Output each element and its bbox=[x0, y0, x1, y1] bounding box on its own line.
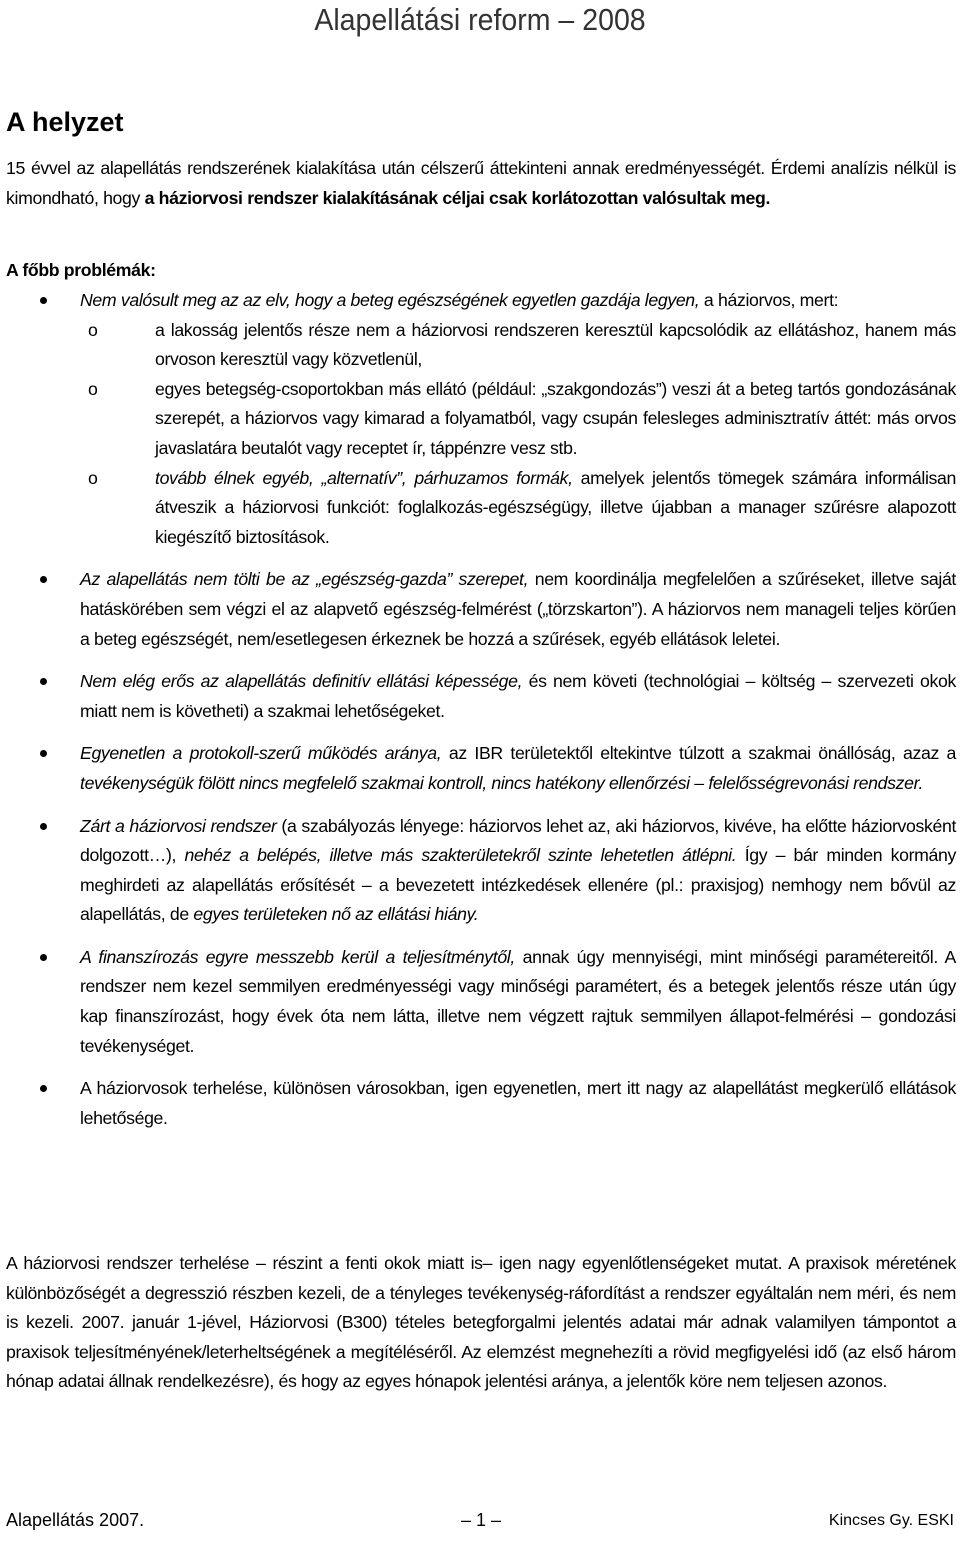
bullet-2-text: nem koordinálja megfelelően a szűréseket, illetve saját hatáskörében sem végzi el az alapvető egészség-felmérést („törzskarton”). A háziorvos nem manageli teljes körűen a beteg egészségét, nem/esetlegesen érkeznek be hozzá a szűrések, egyéb ellátások leletei. bbox=[80, 569, 957, 649]
bullet-5-italic-2: nehéz a belépés, illetve más szakterületekről szinte lehetetlen átlépni. bbox=[184, 845, 737, 866]
bullet-5-text-1: (a szabályozás lényege: háziorvos lehet az, aki háziorvos, kivéve, ha előtte háziorvosként dolgozott…), bbox=[80, 815, 957, 866]
list-item bbox=[0, 943, 960, 1061]
sub-list-item: o egyes betegség-csoportokban más ellátó (például: „szakgondozás”) veszi át a beteg tartós gondozásának szerepét, a háziorvos vagy kimarad a folyamatból, vagy csupán felesleges adminisztratív áttét: más orvos javaslatára beutalót vagy receptet ír, táppénzre vesz stb. bbox=[80, 375, 956, 464]
list-item bbox=[0, 1074, 960, 1133]
bullet-6-italic: A finanszírozás egyre messzebb kerül a teljesítménytől, bbox=[80, 946, 515, 967]
list-item bbox=[0, 565, 960, 654]
problems-list bbox=[0, 286, 960, 1146]
section-heading: A helyzet bbox=[6, 107, 124, 137]
list-item bbox=[0, 667, 960, 726]
bullet-2-italic: Az alapellátás nem tölti be az „egészség-gazda” szerepet, bbox=[80, 569, 529, 590]
sub-list-item: o a lakosság jelentős része nem a háziorvosi rendszeren keresztül kapcsolódik az ellátáshoz, hanem más orvoson keresztül vagy közvetlenül, bbox=[80, 316, 956, 375]
bullet-4-italic-1: Egyenetlen a protokoll-szerű működés aránya, bbox=[80, 743, 442, 764]
bullet-7-text: A háziorvosok terhelése, különösen városokban, igen egyenetlen, mert itt nagy az alapellátást megkerülő ellátások lehetősége. bbox=[80, 1078, 956, 1128]
bullet-5-italic-3: egyes területeken nő az ellátási hiány. bbox=[193, 904, 479, 925]
sub-3-text: amelyek jelentős tömegek számára informálisan átveszik a háziorvosi funkciót: foglalkozás-egészségügy, illetve újabban a manager szűrésre alapozott kiegészítő biztosítások. bbox=[155, 467, 956, 547]
page-footer bbox=[6, 1510, 954, 1540]
page-number: – 1 – bbox=[461, 1510, 502, 1530]
bullet-4-italic-2: tevékenységük fölött nincs megfelelő szakmai kontroll, nincs hatékony ellenőrzési – felelősségrevonási rendszer. bbox=[80, 772, 924, 793]
closing-paragraph: A háziorvosi rendszer terhelése – részint a fenti okok miatt is– igen nagy egyenlőtlenségeket mutat. A praxisok méretének különbözőségét a degresszió részben kezeli, de a tényleges tevékenység-ráfordítást a rendszer egyáltalán nem méri, és nem is kezeli. 2007. január 1-jével, Háziorvosi (B300) tételes betegforgalmi jelentés adatai már adnak valamilyen támpontot a praxisok teljesítményének/leterheltségének a megítéléséről. Az elemzést megnehezíti a rövid megfigyelési idő (az első három hónap adatai állnak rendelkezésre), és hogy az egyes hónapok jelentési aránya, a jelentők köre nem teljesen azonos. bbox=[6, 1253, 956, 1392]
bullet-5-text-2: Így – bár minden kormány meghirdeti az alapellátás erősítését – a bevezetett intézkedések ellenére (pl.: praxisjog) nemhogy nem bővül az alapellátás, de bbox=[80, 845, 956, 925]
problems-heading: A főbb problémák: bbox=[6, 260, 156, 280]
intro-text: 15 évvel az alapellátás rendszerének kialakítása után célszerű áttekinteni annak eredményességét. Érdemi analízis nélkül is kimondható, hogy bbox=[6, 158, 956, 208]
bullet-1-italic: Nem valósult meg az az elv, hogy a beteg egészségének egyetlen gazdája legyen, bbox=[80, 290, 700, 310]
list-item bbox=[0, 739, 960, 798]
intro-bold-text: a háziorvosi rendszer kialakításának céljai csak korlátozottan valósultak meg. bbox=[144, 187, 771, 208]
bullet-1-text: a háziorvos, mert: bbox=[699, 290, 839, 310]
footer-author: Kincses Gy. ESKI bbox=[828, 1512, 954, 1529]
sub-list-item bbox=[80, 464, 956, 553]
bullet-4-text: az IBR területektől eltekintve túlzott a szakmai önállóság, azaz a bbox=[441, 743, 956, 764]
footer-left: Alapellátás 2007. bbox=[6, 1510, 145, 1530]
bullet-5-italic-1: Zárt a háziorvosi rendszer bbox=[80, 815, 277, 836]
document-title: Alapellátási reform – 2008 bbox=[314, 2, 646, 37]
list-item bbox=[0, 286, 960, 552]
sub-list bbox=[80, 316, 956, 553]
sub-3-italic: tovább élnek egyéb, „alternatív”, párhuzamos formák, bbox=[155, 467, 573, 488]
intro-paragraph bbox=[6, 154, 956, 213]
list-item bbox=[0, 812, 960, 930]
bullet-3-text: és nem követi (technológiai – költség – szervezeti okok miatt nem is követheti) a szakmai lehetőségeket. bbox=[80, 671, 956, 721]
bullet-6-text: annak úgy mennyiségi, mint minőségi paramétereitől. A rendszer nem kezel semmilyen eredményességi vagy minőségi paramétert, és a betegek jelentős része után úgy kap finanszírozást, hogy évek óta nem látta, illetve nem végzett rajtuk semmilyen állapot-felmérési – gondozási tevékenységet. bbox=[80, 946, 956, 1056]
bullet-3-italic: Nem elég erős az alapellátás definitív ellátási képessége, bbox=[80, 671, 523, 692]
